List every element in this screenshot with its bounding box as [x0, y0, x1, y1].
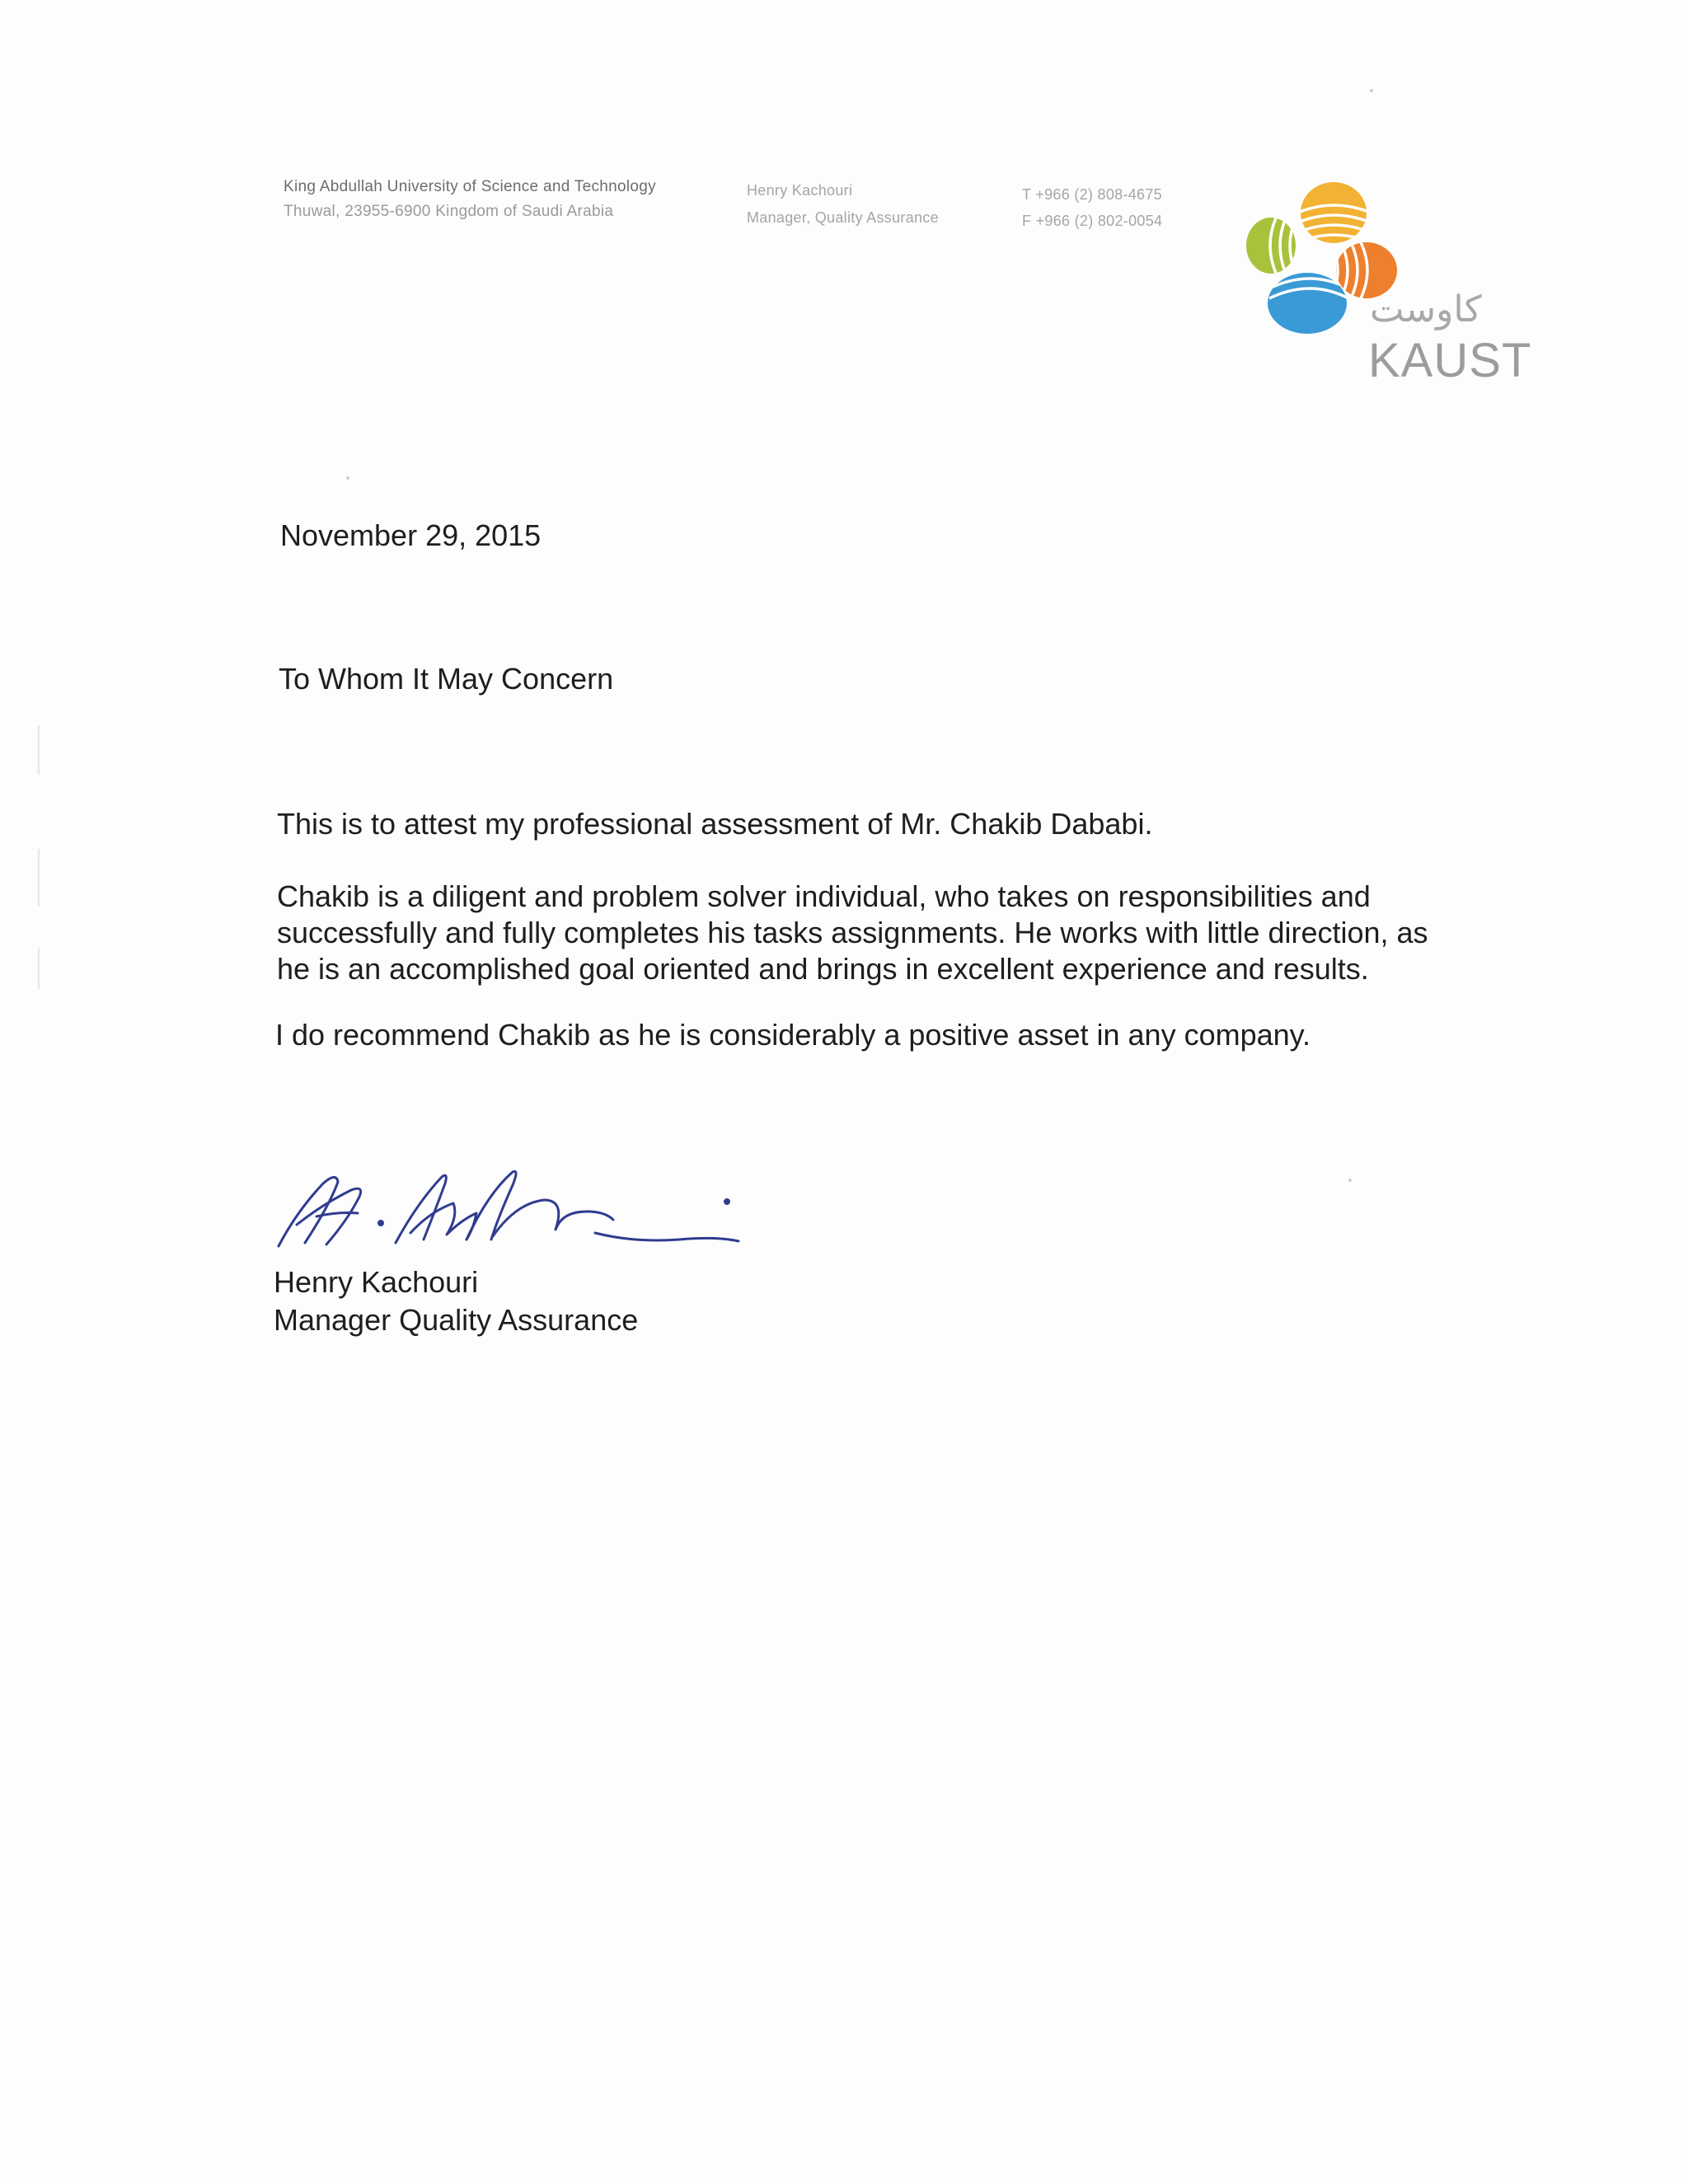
logo-arabic-wordmark: كاوست — [1370, 288, 1482, 330]
paragraph-line: This is to attest my professional assessment of Mr. Chakib Dababi. — [277, 807, 1153, 841]
letter-salutation: To Whom It May Concern — [279, 662, 614, 696]
scan-edge-mark — [38, 725, 40, 775]
scan-speck — [1370, 89, 1373, 92]
paragraph-line: I do recommend Chakib as he is considerably a positive asset in any company. — [275, 1018, 1311, 1052]
letterhead-organization-name: King Abdullah University of Science and Technology — [284, 178, 656, 195]
scan-speck — [1348, 1179, 1352, 1182]
paragraph-line: he is an accomplished goal oriented and brings in excellent experience and results. — [277, 952, 1369, 986]
signer-name: Henry Kachouri — [274, 1265, 479, 1299]
letterhead-contact-block — [1022, 186, 1162, 230]
letter-paragraph-1 — [277, 806, 1152, 842]
paragraph-line: Chakib is a diligent and problem solver individual, who takes on responsibilities and — [277, 879, 1371, 913]
handwritten-signature — [272, 1154, 750, 1269]
letterhead-fax: F +966 (2) 802-0054 — [1022, 213, 1163, 229]
letterhead-address: Thuwal, 23955-6900 Kingdom of Saudi Arabia — [284, 203, 614, 220]
letter-date: November 29, 2015 — [280, 518, 542, 552]
letter-paragraph-2 — [277, 879, 1428, 987]
letterhead-organization-block — [284, 178, 656, 221]
scan-speck — [346, 476, 349, 480]
logo-yellow-shape — [1294, 182, 1375, 244]
paragraph-line: successfully and fully completes his tasks assignments. He works with little direction, as — [277, 916, 1428, 949]
letterhead-person-title: Manager, Quality Assurance — [747, 209, 939, 226]
signer-title: Manager Quality Assurance — [274, 1303, 639, 1337]
logo-green-shape — [1246, 214, 1297, 277]
letter-paragraph-3 — [275, 1017, 1311, 1053]
scan-edge-mark — [38, 948, 40, 989]
letterhead-person-block — [747, 182, 939, 227]
letterhead-phone: T +966 (2) 808-4675 — [1022, 186, 1162, 203]
logo-latin-wordmark: KAUST — [1368, 334, 1532, 387]
letterhead-person-name: Henry Kachouri — [747, 182, 853, 199]
scan-edge-mark — [38, 849, 40, 907]
